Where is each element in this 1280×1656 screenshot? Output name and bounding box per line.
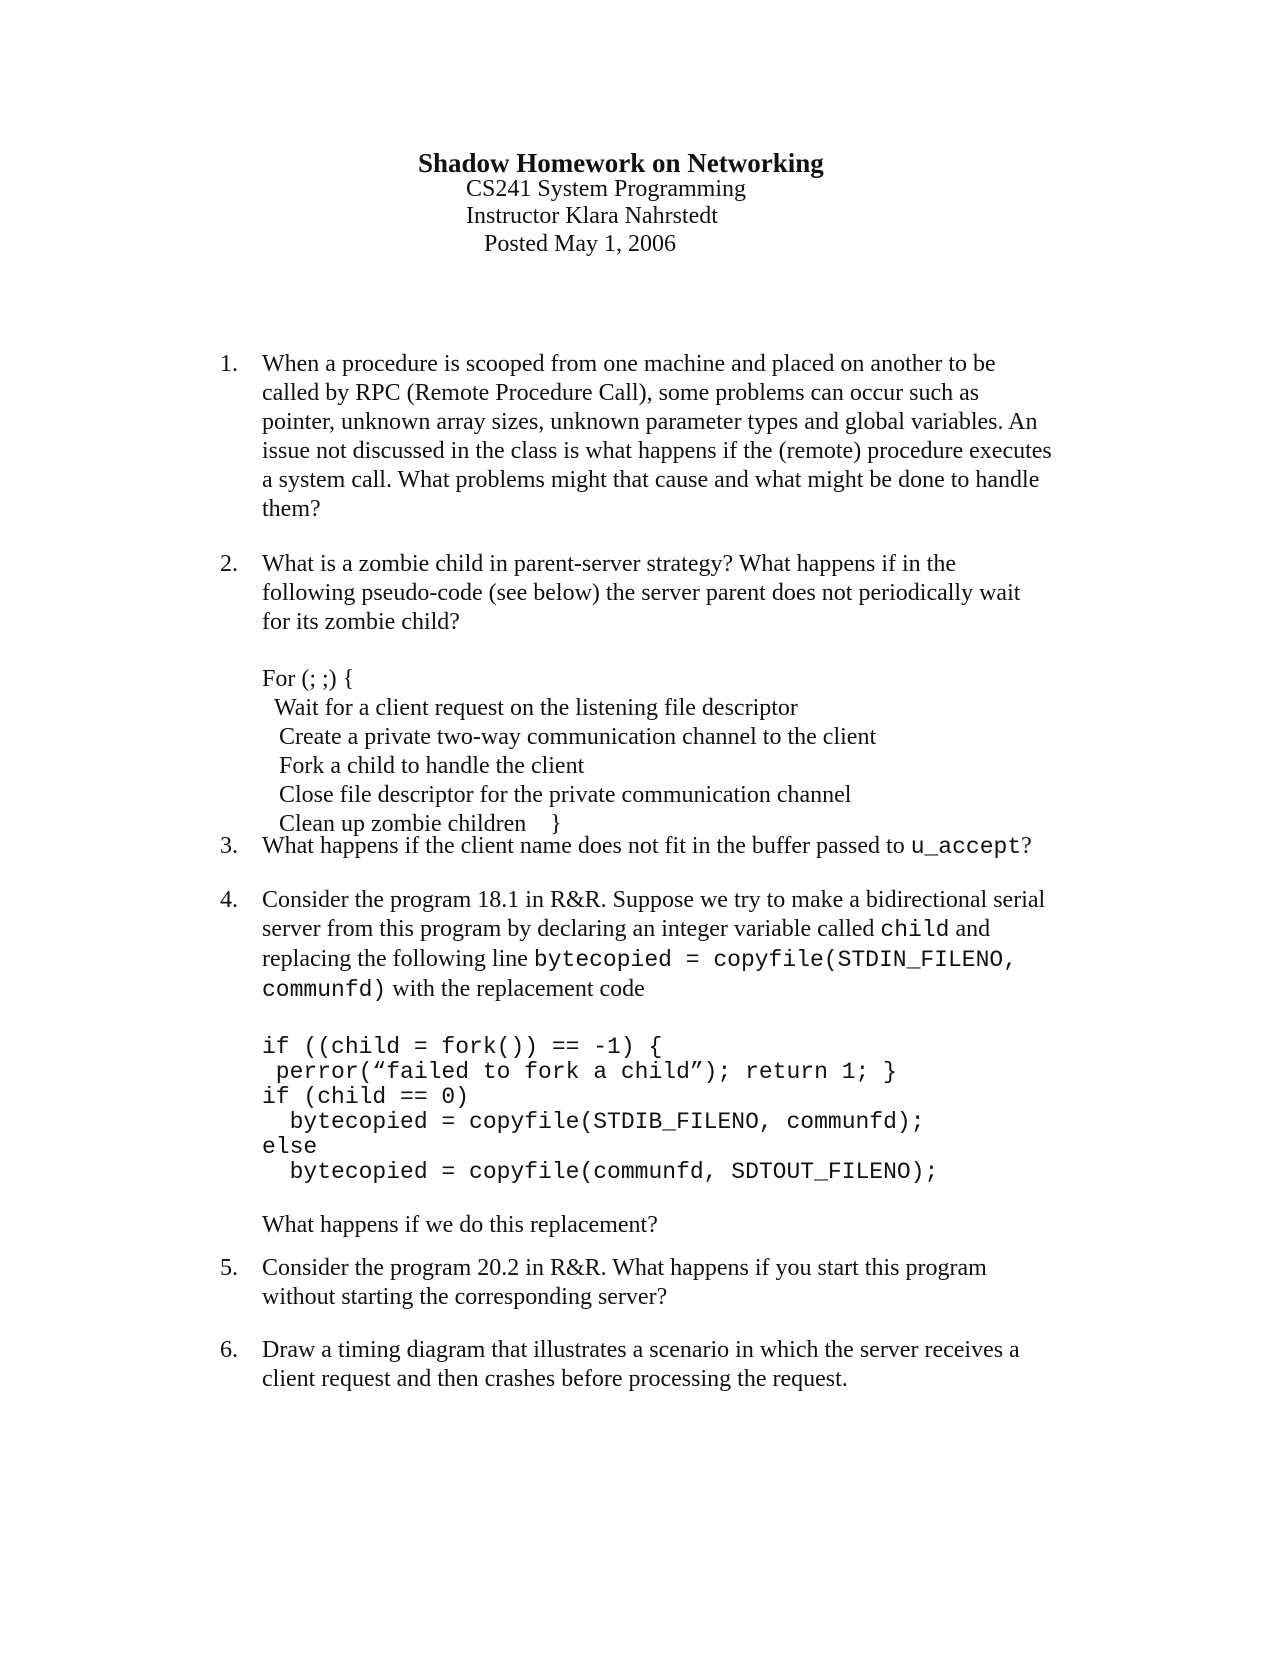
text-line [262,975,1098,1005]
question-number: 1. [220,351,238,377]
pseudo-line: Create a private two-way communication channel to the client [279,724,877,750]
text-line: When a procedure is scooped from one machine and placed on another to be [262,351,996,377]
code-inline: child [880,917,950,943]
document-title: Shadow Homework on Networking [418,148,824,178]
text-line [262,832,1098,862]
question-number: 6. [220,1337,238,1363]
text-line: What happens if we do this replacement? [262,1212,658,1238]
text-line: called by RPC (Remote Procedure Call), some problems can occur such as [262,380,980,406]
pseudo-line: Close file descriptor for the private communication channel [279,782,852,808]
pseudo-line: Wait for a client request on the listening file descriptor [274,695,798,721]
code-line: else [262,1134,318,1160]
text-run: ? [1021,833,1032,859]
code-inline: communfd) [262,977,387,1003]
pseudo-line: For (; ;) { [262,666,355,692]
text-run: server from this program by declaring an integer variable called [262,916,875,942]
code-block [262,1035,1098,1185]
pseudo-line: Clean up zombie children } [279,811,562,837]
pseudo-code-block [262,665,1098,839]
text-run: replacing the following line [262,946,528,972]
text-line: without starting the corresponding server? [262,1284,668,1310]
question-text [262,832,1098,862]
code-line: perror(“failed to fork a child”); return 1; } [262,1059,897,1085]
code-line: bytecopied = copyfile(STDIB_FILENO, communfd); [262,1109,925,1135]
question-text [262,886,1098,1240]
text-line: client request and then crashes before processing the request. [262,1366,848,1392]
question-number: 5. [220,1255,238,1281]
text-run: with the replacement code [392,976,645,1002]
text-line: Consider the program 20.2 in R&R. What happens if you start this program [262,1255,987,1281]
question-text [262,1336,1098,1394]
question-number: 3. [220,833,238,859]
pseudo-line: Fork a child to handle the client [279,753,585,779]
course-name: CS241 System Programming [466,176,747,202]
text-line [262,915,1098,945]
question-text [262,1254,1098,1312]
question-text [262,350,1098,524]
text-run: and [955,916,991,942]
text-line: What is a zombie child in parent-server strategy? What happens if in the [262,551,956,577]
text-line: issue not discussed in the class is what happens if the (remote) procedure executes [262,438,1052,464]
code-inline: u_accept [910,834,1022,860]
question-text [262,550,1098,839]
text-line: pointer, unknown array sizes, unknown parameter types and global variables. An [262,409,1038,435]
text-line: Consider the program 18.1 in R&R. Suppose we try to make a bidirectional serial [262,887,1046,913]
question-number: 2. [220,551,238,577]
code-line: bytecopied = copyfile(communfd, SDTOUT_FILENO); [262,1159,939,1185]
posted-date: Posted May 1, 2006 [484,231,676,257]
text-line: a system call. What problems might that cause and what might be done to handle [262,467,1040,493]
code-inline: bytecopied = copyfile(STDIN_FILENO, [533,947,1018,973]
text-run: What happens if the client name does not fit in the buffer passed to [262,833,905,859]
text-line: for its zombie child? [262,609,460,635]
code-line: if (child == 0) [262,1084,470,1110]
text-line: them? [262,496,321,522]
code-line: if ((child = fork()) == -1) { [262,1034,663,1060]
instructor-name: Instructor Klara Nahrstedt [466,203,718,229]
text-line [262,945,1098,975]
text-line: following pseudo-code (see below) the server parent does not periodically wait [262,580,1021,606]
question-number: 4. [220,887,238,913]
text-line: Draw a timing diagram that illustrates a scenario in which the server receives a [262,1337,1020,1363]
